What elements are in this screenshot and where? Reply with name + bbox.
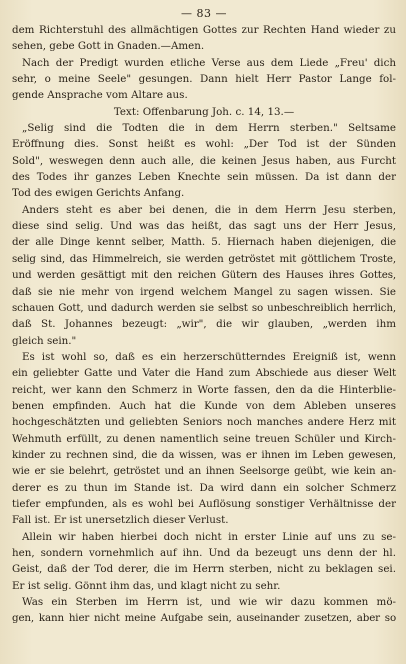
text-line: Sold", weswegen denn auch alle, die keinen Jesus haben, aus Furcht xyxy=(12,154,396,167)
text-line: kinder zu rechnen sind, die da wissen, was er ihnen im Leben gewesen, xyxy=(12,448,396,461)
text-line: Eröffnung dies. Sonst heißt es wohl: „Der Tod ist der Sünden xyxy=(12,138,396,151)
text-line: dem Richterstuhl des allmächtigen Gottes zur Rechten Hand wieder zu xyxy=(12,24,396,36)
text-line: sehr, o meine Seele" gesungen. Dann hielt Herr Pastor Lange fol- xyxy=(12,73,396,86)
text-line: Er ist selig. Gönnt ihm das, und klagt nicht zu sehr. xyxy=(12,579,281,592)
text-line: Geist, daß der Tod derer, die im Herrn sterben, nicht zu beklagen sei. xyxy=(12,563,396,576)
text-line: daß St. Johannes bezeugt: „wir", die wir glauben, „werden ihm xyxy=(12,318,396,331)
text-line: wie er sie belehrt, getröstet und an ihnen Seelsorge geübt, wie kein an- xyxy=(12,465,396,478)
text-line: Fall ist. Er ist unersetzlich dieser Verlust. xyxy=(12,514,229,527)
text-line: derer es zu thun im Stande ist. Da wird dann ein solcher Schmerz xyxy=(12,481,396,494)
text-line: Wehmuth erfüllt, zu denen namentlich seine treuen Schüler und Kirch- xyxy=(12,432,396,445)
text-line: „Selig sind die Todten die in dem Herrn sterben." Seltsame xyxy=(22,122,396,135)
text-line: gen, kann hier nicht meine Aufgabe sein, auseinander zusetzen, aber so xyxy=(12,612,396,625)
text-line: Nach der Predigt wurden etliche Verse aus dem Liede „Freu' dich xyxy=(22,56,396,69)
text-line: sehen, gebe Gott in Gnaden.—Amen. xyxy=(12,40,205,53)
text-line: daß sie nie mehr von irgend welchem Mangel zu sagen wissen. Sie xyxy=(12,285,396,298)
text-line: benen empfinden. Auch hat die Kunde von dem Ableben unseres xyxy=(12,399,396,412)
text-line: der alle Dinge kennt selber, Matth. 5. Hiernach haben diejenigen, die xyxy=(12,236,396,249)
text-line: hen, sondern vornehmlich auf ihn. Und da bezeugt uns denn der hl. xyxy=(12,547,396,559)
text-line: ein geliebter Gatte und Vater die Hand zum Abschiede aus dieser Welt xyxy=(12,367,396,380)
text-line: Anders steht es aber bei denen, die in dem Herrn Jesu sterben, xyxy=(22,203,396,216)
text-line: reicht, wer kann den Schmerz in Worte fassen, den da die Hinterblie- xyxy=(12,383,396,396)
text-line: Tod des ewigen Gerichts Anfang. xyxy=(12,187,185,200)
text-line: gende Ansprache vom Altare aus. xyxy=(12,89,188,102)
text-line: tiefer empfunden, als es wohl bei Auflösung sonstiger Verhältnisse der xyxy=(12,497,396,510)
text-line: schauen Gott, und dadurch werden sie selbst so unbeschreiblich herrlich, xyxy=(12,301,396,314)
text-line: selig sind, das Himmelreich, sie werden getröstet mit göttlichem Troste, xyxy=(12,252,396,265)
text-line: Allein wir haben hierbei doch nicht in erster Linie auf uns zu se- xyxy=(22,530,396,543)
text-line: Es ist wohl so, daß es ein herzerschütterndes Ereigniß ist, wenn xyxy=(22,350,396,363)
text-line: des Todes ihr ganzes Leben Knechte sein müssen. Da ist dann der xyxy=(12,171,396,184)
text-line: gleich sein." xyxy=(12,334,77,347)
text-line: Was ein Sterben im Herrn ist, und wie wir dazu kommen mö- xyxy=(22,596,396,609)
text-line: hochgeschätzten und geliebten Seniors noch manches andere Herz mit xyxy=(12,416,396,429)
text-line: und werden gesättigt mit den reichen Gütern des Hauses ihres Gottes, xyxy=(12,269,396,282)
text-line: diese sind selig. Und was das heißt, das sagt uns der Herr Jesus, xyxy=(12,220,396,233)
page-number-header: — 83 — xyxy=(181,7,227,20)
sermon-text-heading: Text: Offenbarung Joh. c. 14, 13.— xyxy=(113,105,295,118)
